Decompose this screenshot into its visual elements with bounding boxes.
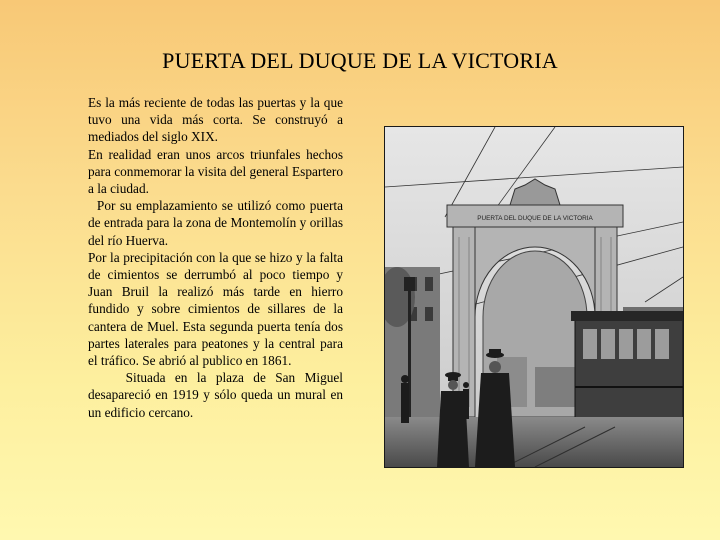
paragraph-3: Por su emplazamiento se utilizó como puerta de entrada para la zona de Montemolín y orillas del río Huerva. bbox=[88, 198, 347, 248]
paragraph-2: En realidad eran unos arcos triunfales hechos para conmemorar la visita del general Espartero a la ciudad. bbox=[88, 146, 343, 197]
paragraph-1: Es la más reciente de todas las puertas y la que tuvo una vida más corta. Se construyó a mediados del siglo XIX. bbox=[88, 95, 343, 145]
paragraph-4: Por la precipitación con la que se hizo y la falta de cimientos se derrumbó al poco tiempo y Juan Bruil la realizó más tarde en hierro fundido y sobre cimientos de sillares de la cantera de Muel. Esta segunda puerta tenía dos partes laterales para peatones y la central para el tráfico. Se abrió al publico en 1861. bbox=[88, 249, 343, 369]
slide-body bbox=[88, 94, 347, 421]
historic-photo bbox=[384, 126, 684, 468]
slide-title: PUERTA DEL DUQUE DE LA VICTORIA bbox=[162, 48, 558, 73]
arch-inscription: PUERTA DEL DUQUE DE LA VICTORIA bbox=[477, 215, 593, 222]
paragraph-5: Situada en la plaza de San Miguel desapareció en 1919 y sólo queda un mural en un edificio cercano. bbox=[88, 370, 347, 420]
